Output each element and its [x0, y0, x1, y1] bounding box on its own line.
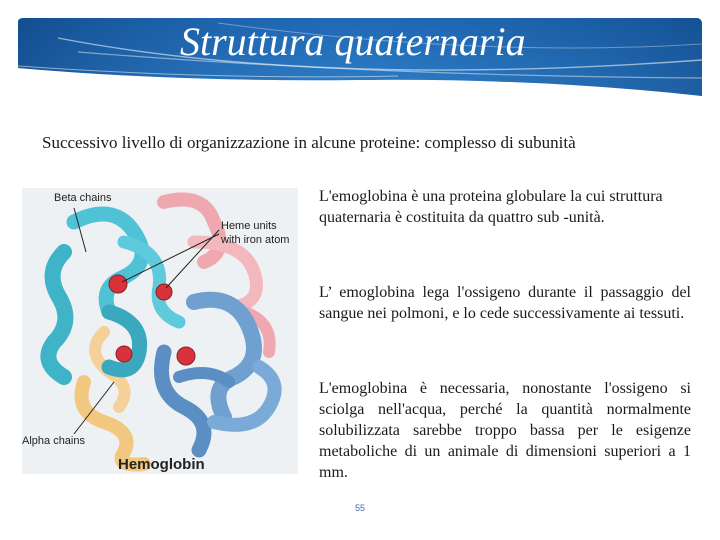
slide-subtitle: Successivo livello di organizzazione in alcune proteine: complesso di subunità — [42, 133, 576, 152]
slide-title: Struttura quaternaria — [180, 19, 526, 64]
label-with-iron-atom: with iron atom — [221, 234, 290, 246]
hemoglobin-figure — [14, 182, 310, 480]
page-number: 55 — [355, 503, 366, 513]
label-heme-units: Heme units — [221, 220, 277, 232]
label-alpha-chains: Alpha chains — [22, 435, 85, 447]
figure-title: Hemoglobin — [118, 456, 205, 473]
paragraph-oxygen-binding: L’ emoglobina lega l'ossigeno durante il passaggio del sangue nei polmoni, e lo cede successivamente ai tessuti. — [319, 284, 691, 322]
paragraph-structure: L'emoglobina è una proteina globulare la cui struttura quaternaria è costituita da quattro sub -unità. — [319, 188, 663, 226]
label-beta-chains: Beta chains — [54, 192, 112, 204]
paragraph-necessity: L'emoglobina è necessaria, nonostante l'ossigeno si sciolga nell'acqua, perché la quantità normalmente solubilizzata sarebbe troppo bassa per le esigenze metaboliche di un animale di dimensioni superiori a 1 mm. — [319, 380, 691, 481]
